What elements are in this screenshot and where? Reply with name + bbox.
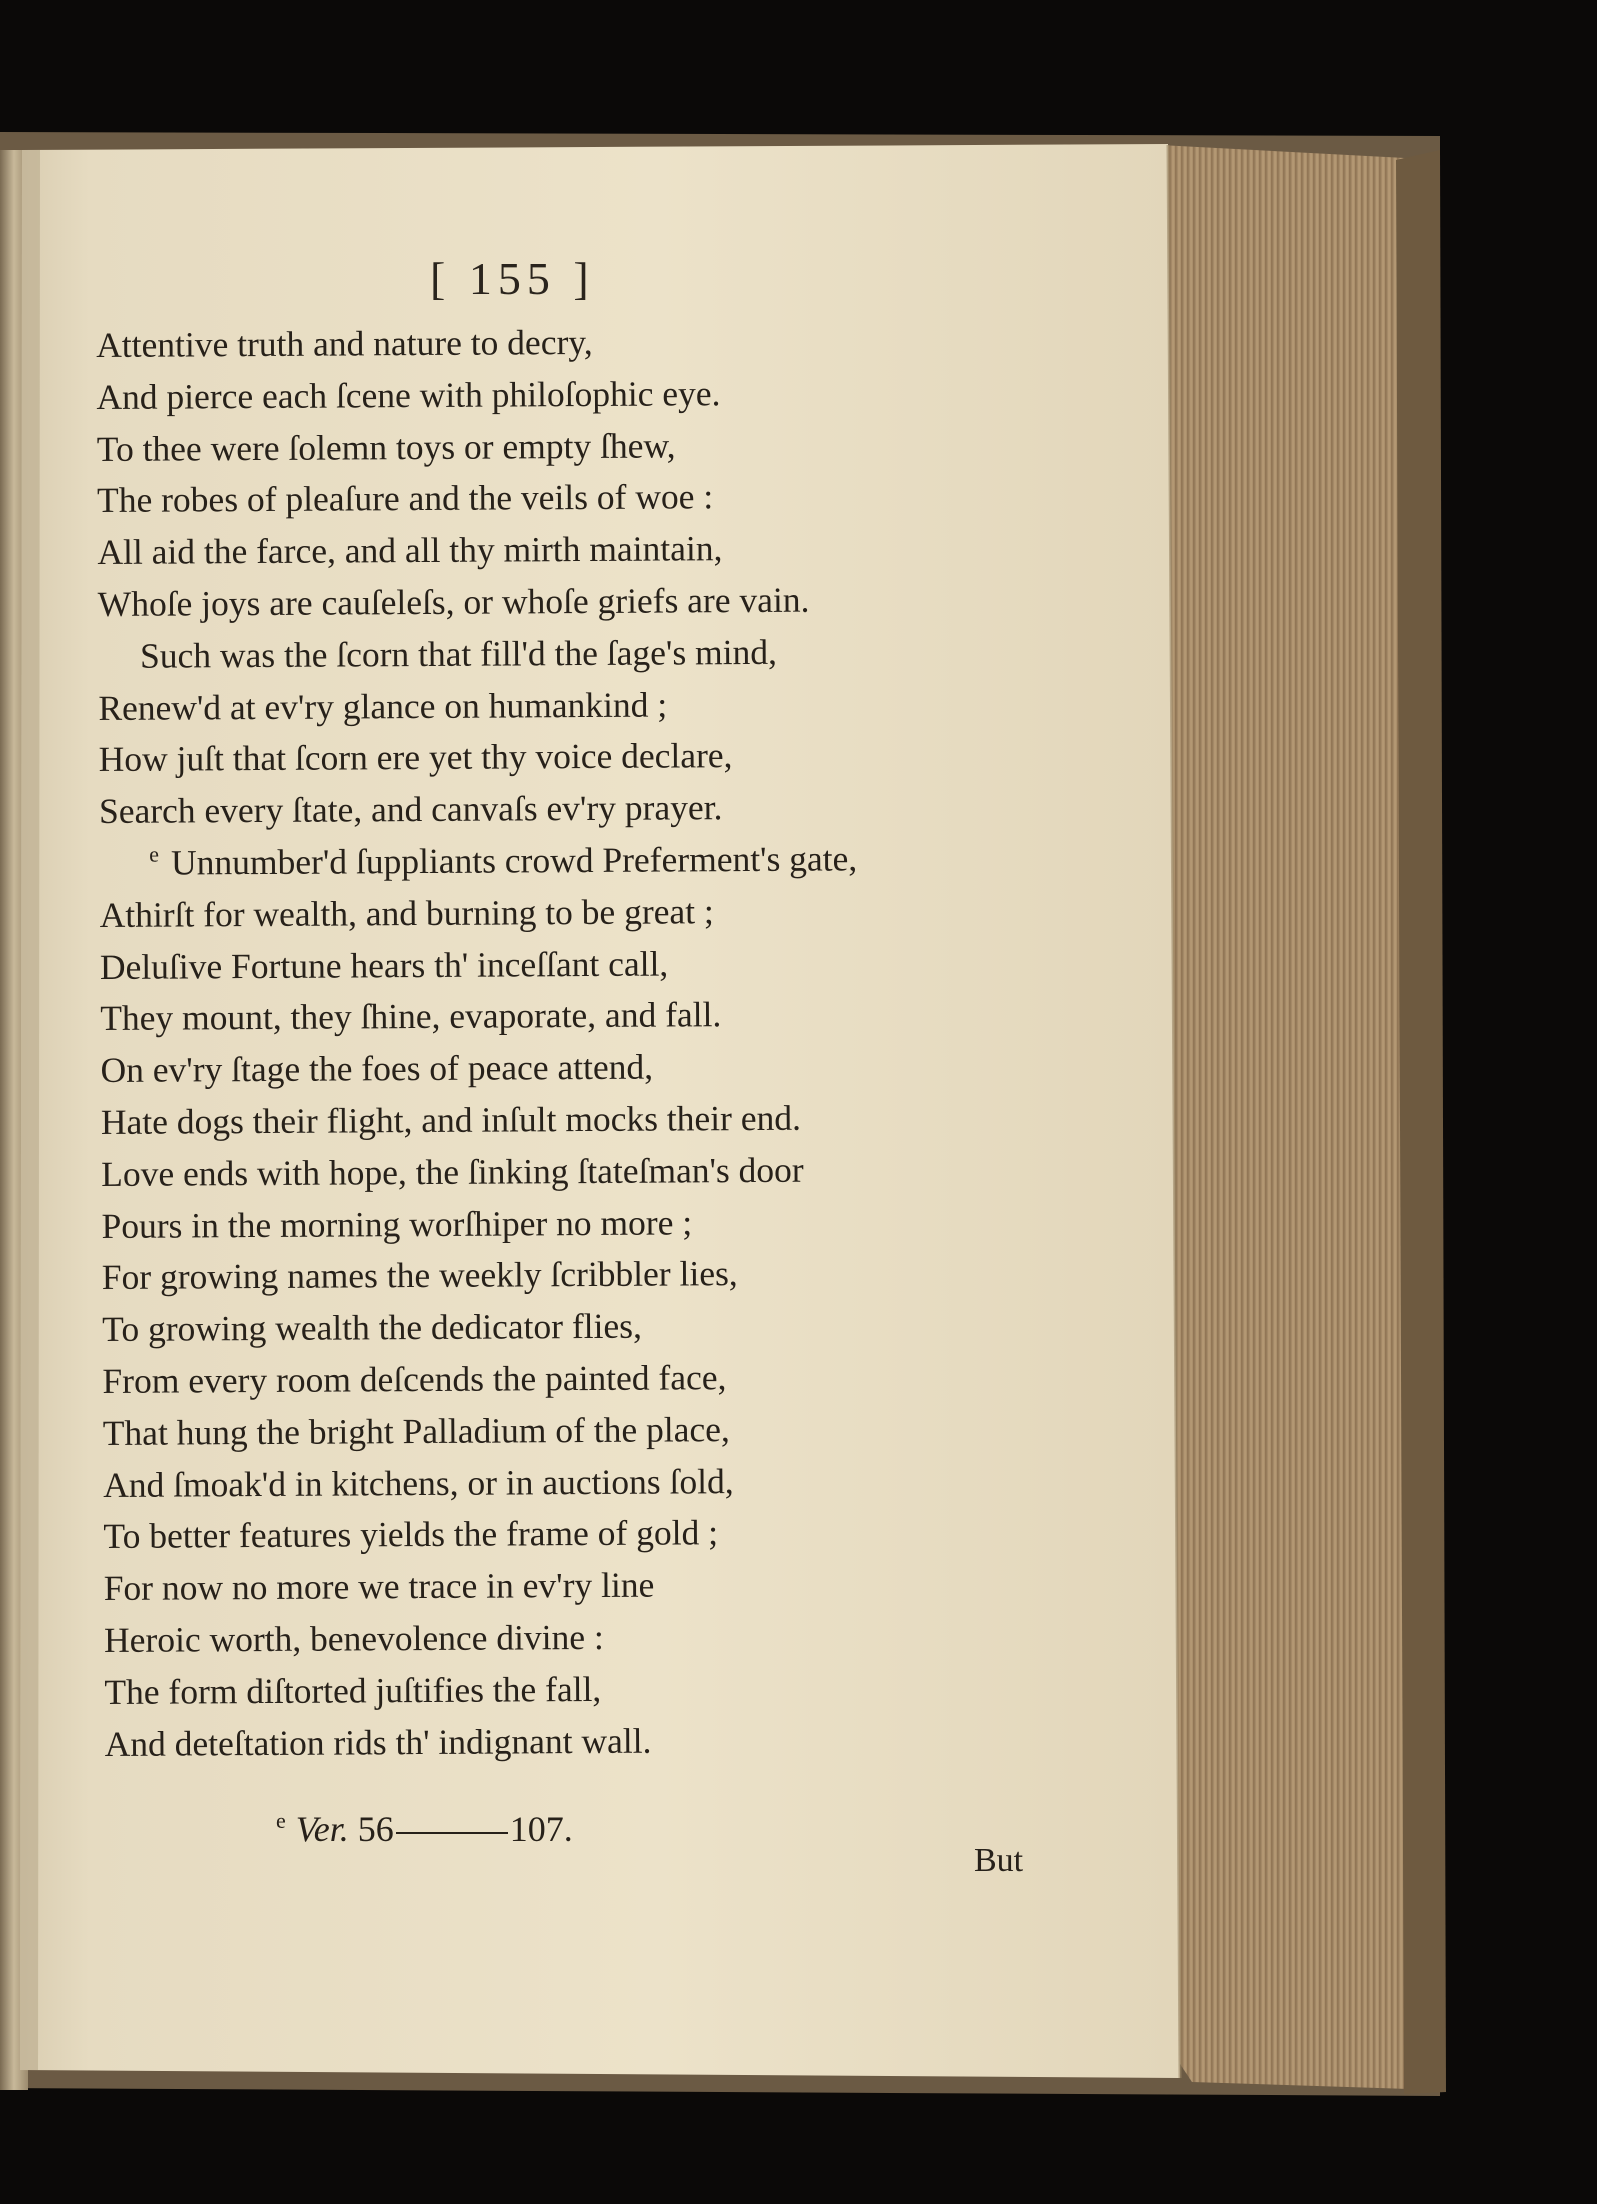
- poem-line: On ev'ry ſtage the foes of peace attend,: [100, 1046, 654, 1091]
- catchword: But: [974, 1842, 1024, 1879]
- poem-line: To better features yields the frame of gold ;: [103, 1512, 719, 1557]
- poem-line: Renew'd at ev'ry glance on humankind ;: [98, 684, 668, 728]
- poem-line: All aid the farce, and all thy mirth maintain,: [97, 528, 723, 573]
- poem-line: For growing names the weekly ſcribbler lies,: [101, 1253, 738, 1298]
- poem-line: Search every ſtate, and canvaſs ev'ry prayer.: [98, 787, 723, 832]
- poem-line: Deluſive Fortune hears th' inceſſant call,: [99, 943, 669, 987]
- poem-line: To thee were ſolemn toys or empty ſhew,: [96, 425, 676, 469]
- poem-line: And pierce each ſcene with philoſophic eye.: [96, 372, 721, 417]
- footnote-start-number: 56: [357, 1809, 394, 1849]
- poem-line: The robes of pleaſure and the veils of woe :: [96, 476, 714, 521]
- poem-line: From every room deſcends the painted face,: [102, 1357, 727, 1401]
- poem-line: Such was the ſcorn that fill'd the ſage's mind,: [139, 631, 778, 676]
- footnote-ver-label: Ver.: [295, 1809, 349, 1849]
- poem-text: [96, 314, 1165, 1771]
- poem-line: Hate dogs their flight, and inſult mocks their end.: [100, 1097, 802, 1142]
- poem-line: Whoſe joys are cauſeleſs, or whoſe griefs are vain.: [97, 579, 810, 624]
- poem-line: How juſt that ſcorn ere yet thy voice declare,: [98, 735, 733, 780]
- page-number: [ 155 ]: [430, 253, 595, 304]
- poem-line: They mount, they ſhine, evaporate, and fall.: [100, 994, 722, 1039]
- poem-line: Love ends with hope, the ſinking ſtateſman's door: [101, 1149, 804, 1194]
- poem-line: To growing wealth the dedicator flies,: [102, 1305, 642, 1350]
- poem-line: e Unnumber'd ſuppliants crowd Preferment's gate,: [149, 838, 858, 883]
- poem-line: Pours in the morning worſhiper no more ;: [101, 1201, 693, 1246]
- footnote-end-number: 107.: [509, 1809, 573, 1849]
- poem-line: That hung the bright Palladium of the place,: [102, 1408, 730, 1453]
- poem-line: The form diſtorted juſtifies the fall,: [104, 1668, 602, 1712]
- poem-line: Attentive truth and nature to decry,: [96, 321, 593, 365]
- poem-line: Athirſt for wealth, and burning to be great ;: [99, 891, 714, 935]
- footnote-range-dash: [396, 1832, 508, 1834]
- poem-line: And deteſtation rids th' indignant wall.: [104, 1720, 652, 1764]
- footnote: [276, 1808, 573, 1850]
- poem-line: And ſmoak'd in kitchens, or in auctions ſold,: [102, 1460, 734, 1505]
- poem-line: Heroic worth, benevolence divine :: [103, 1616, 604, 1660]
- poem-line: For now no more we trace in ev'ry line: [103, 1564, 655, 1609]
- footnote-marker: e: [276, 1808, 286, 1833]
